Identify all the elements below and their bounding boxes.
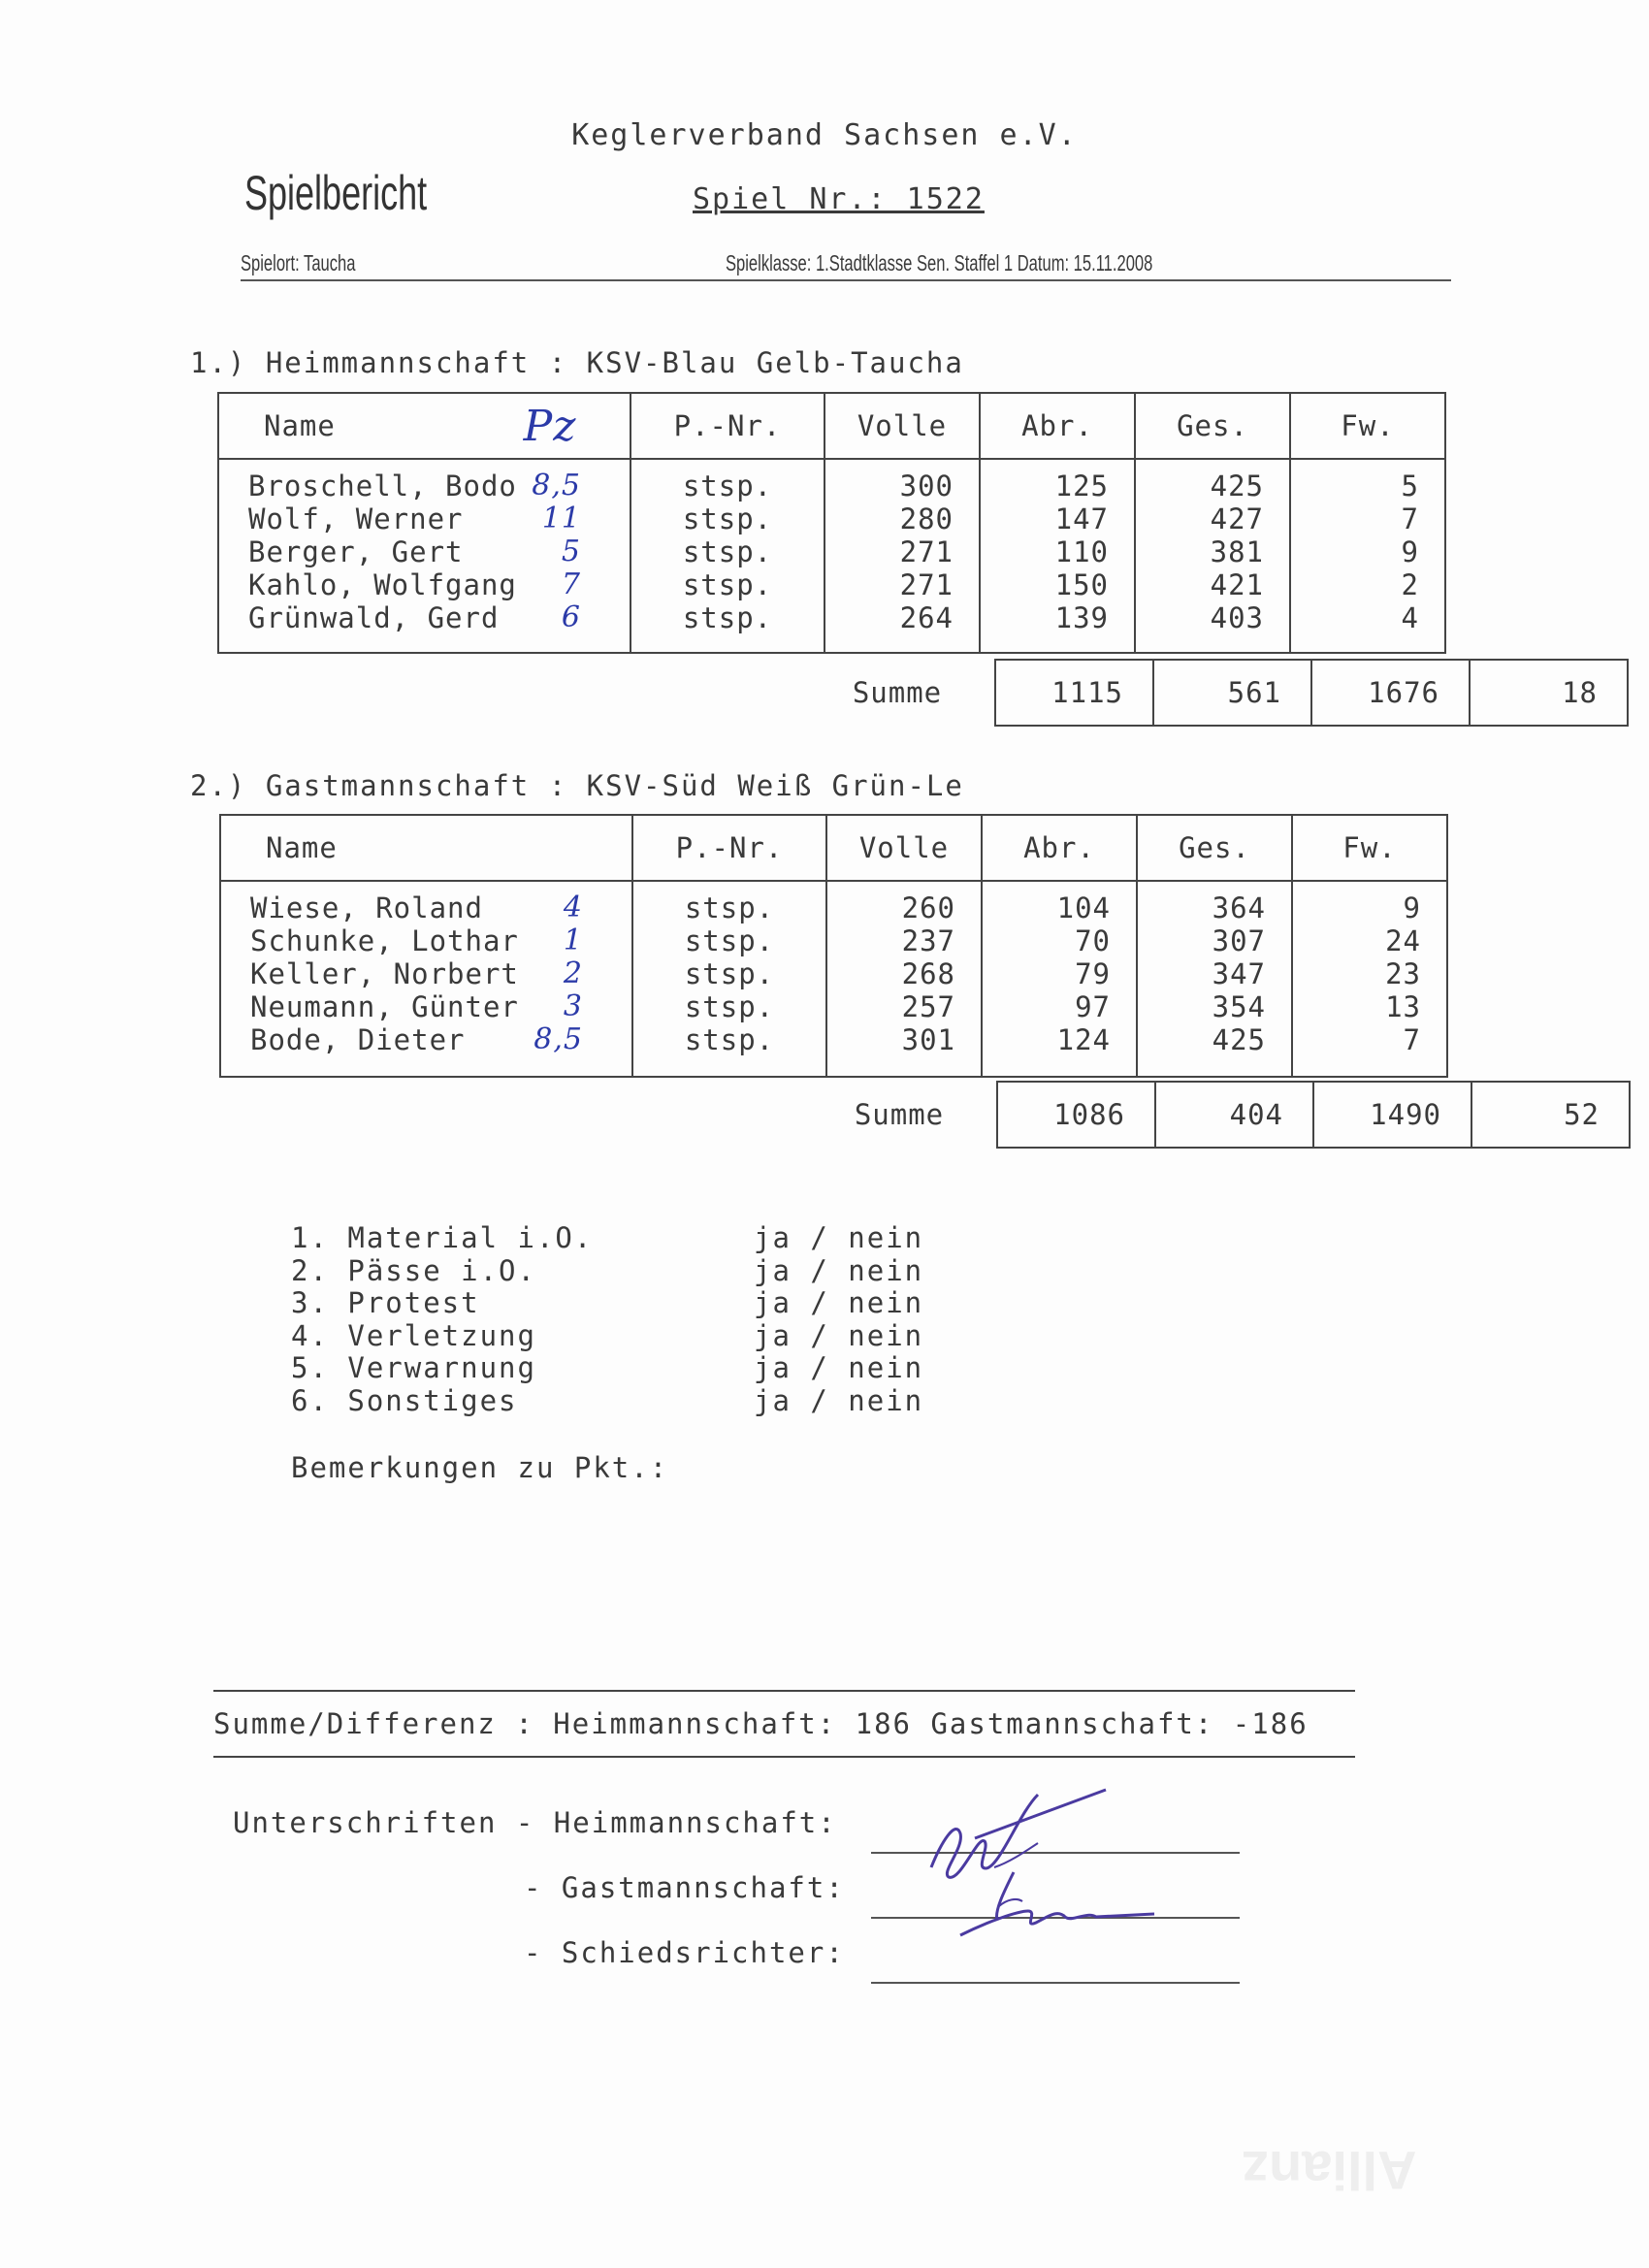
guest-ges-col bbox=[1137, 881, 1292, 1077]
checklist-label: 4. Verletzung bbox=[291, 1318, 536, 1352]
col-ges: Ges. bbox=[1137, 815, 1292, 881]
player-name: Grünwald, Gerd bbox=[248, 601, 500, 634]
guest-sum-ges: 1490 bbox=[1313, 1082, 1471, 1148]
handwritten-points: 3 bbox=[563, 989, 583, 1023]
yes-no-choice[interactable]: ja / nein bbox=[754, 1253, 924, 1287]
player-ges: 364 bbox=[1212, 891, 1266, 924]
player-volle: 260 bbox=[901, 891, 955, 924]
player-name: Broschell, Bodo bbox=[248, 470, 517, 502]
home-sum-volle: 1115 bbox=[995, 660, 1153, 726]
handwritten-points: 5 bbox=[561, 535, 581, 568]
yes-no-choice[interactable]: ja / nein bbox=[754, 1383, 924, 1417]
guest-team-heading: 2.) Gastmannschaft : KSV-Süd Weiß Grün-Le bbox=[190, 769, 964, 802]
player-volle: 257 bbox=[901, 990, 955, 1023]
player-name: Schunke, Lothar bbox=[250, 924, 519, 957]
home-abr-col bbox=[980, 459, 1135, 653]
col-fw: Fw. bbox=[1292, 815, 1447, 881]
player-fw: 9 bbox=[1403, 891, 1421, 924]
match-info-line bbox=[241, 250, 1451, 281]
checklist bbox=[291, 1222, 923, 1417]
player-name: Berger, Gert bbox=[248, 535, 464, 568]
player-volle: 280 bbox=[899, 502, 954, 535]
player-ges: 354 bbox=[1212, 990, 1266, 1023]
player-volle: 271 bbox=[899, 568, 954, 601]
handwritten-points: 4 bbox=[563, 891, 583, 924]
guest-score-table bbox=[219, 814, 1448, 1078]
checklist-label: 5. Verwarnung bbox=[291, 1351, 536, 1384]
home-sum-row bbox=[799, 659, 1629, 727]
player-name: Wiese, Roland bbox=[250, 891, 483, 924]
player-pnr: stsp. bbox=[684, 891, 775, 924]
yes-no-choice[interactable]: ja / nein bbox=[754, 1221, 924, 1254]
guest-players-body bbox=[220, 881, 1447, 1077]
handwritten-points: 11 bbox=[541, 502, 581, 535]
home-score-table bbox=[217, 392, 1446, 654]
guest-sum-volle: 1086 bbox=[997, 1082, 1155, 1148]
home-sum-abr: 561 bbox=[1153, 660, 1311, 726]
col-abr: Abr. bbox=[980, 393, 1135, 459]
player-ges: 307 bbox=[1212, 924, 1266, 957]
player-pnr: stsp. bbox=[684, 924, 775, 957]
signature-guest-label: - Gastmannschaft: bbox=[524, 1871, 845, 1904]
checklist-item bbox=[291, 1222, 923, 1255]
summary-difference: Summe/Differenz : Heimmannschaft: 186 Gastmannschaft: -186 bbox=[213, 1707, 1309, 1740]
handwritten-points: 1 bbox=[563, 923, 583, 957]
player-ges: 425 bbox=[1212, 1023, 1266, 1056]
player-name: Bode, Dieter bbox=[250, 1023, 466, 1056]
home-sum-ges: 1676 bbox=[1311, 660, 1470, 726]
player-abr: 125 bbox=[1054, 470, 1109, 502]
guest-sum-fw: 52 bbox=[1471, 1082, 1630, 1148]
signature-referee-line[interactable] bbox=[871, 1982, 1240, 1984]
player-fw: 9 bbox=[1401, 535, 1419, 568]
home-pz-col bbox=[519, 459, 630, 653]
signature-referee-label: - Schiedsrichter: bbox=[524, 1936, 845, 1969]
player-pnr: stsp. bbox=[682, 502, 773, 535]
checklist-item bbox=[291, 1385, 923, 1418]
handwritten-signatures bbox=[902, 1775, 1174, 1950]
col-volle: Volle bbox=[824, 393, 980, 459]
home-names-col bbox=[218, 459, 519, 653]
player-abr: 110 bbox=[1054, 535, 1109, 568]
player-volle: 264 bbox=[899, 601, 954, 634]
checklist-label: 6. Sonstiges bbox=[291, 1383, 518, 1417]
col-fw: Fw. bbox=[1290, 393, 1445, 459]
guest-pnr-col bbox=[632, 881, 826, 1077]
player-ges: 425 bbox=[1210, 470, 1264, 502]
summary-rule-top bbox=[213, 1690, 1355, 1692]
remarks-label: Bemerkungen zu Pkt.: bbox=[291, 1451, 669, 1484]
watermark-logo: Allianz bbox=[1242, 2140, 1417, 2201]
checklist-item bbox=[291, 1255, 923, 1288]
player-volle: 268 bbox=[901, 957, 955, 990]
checklist-label: 2. Pässe i.O. bbox=[291, 1253, 536, 1287]
signature-home-label: Unterschriften - Heimmannschaft: bbox=[233, 1806, 837, 1839]
player-abr: 124 bbox=[1056, 1023, 1111, 1056]
organization-name: Keglerverband Sachsen e.V. bbox=[571, 118, 1078, 152]
player-pnr: stsp. bbox=[684, 957, 775, 990]
guest-pz-col bbox=[521, 881, 632, 1077]
player-pnr: stsp. bbox=[682, 568, 773, 601]
player-name: Wolf, Werner bbox=[248, 502, 464, 535]
guest-table-header bbox=[220, 815, 1447, 881]
handwritten-points: 2 bbox=[563, 956, 583, 990]
handwritten-points: 6 bbox=[561, 600, 581, 634]
handwritten-points: 7 bbox=[561, 567, 581, 601]
player-abr: 147 bbox=[1054, 502, 1109, 535]
col-pz: Pz bbox=[519, 393, 630, 459]
player-fw: 13 bbox=[1385, 990, 1421, 1023]
player-fw: 24 bbox=[1385, 924, 1421, 957]
player-ges: 403 bbox=[1210, 601, 1264, 634]
checklist-item bbox=[291, 1287, 923, 1320]
report-title: Spielbericht bbox=[244, 166, 428, 220]
player-fw: 5 bbox=[1401, 470, 1419, 502]
guest-volle-col bbox=[826, 881, 982, 1077]
player-ges: 381 bbox=[1210, 535, 1264, 568]
player-volle: 271 bbox=[899, 535, 954, 568]
guest-fw-col bbox=[1292, 881, 1447, 1077]
player-abr: 79 bbox=[1075, 957, 1111, 990]
match-location: Spielort: Taucha bbox=[241, 250, 356, 275]
yes-no-choice[interactable]: ja / nein bbox=[754, 1351, 924, 1384]
player-fw: 2 bbox=[1401, 568, 1419, 601]
player-fw: 7 bbox=[1403, 1023, 1421, 1056]
col-ges: Ges. bbox=[1135, 393, 1290, 459]
guest-sum-abr: 404 bbox=[1155, 1082, 1313, 1148]
match-class-date: Spielklasse: 1.Stadtklasse Sen. Staffel 1 Datum: 15.11.2008 bbox=[726, 250, 1153, 275]
summary-rule-bottom bbox=[213, 1756, 1355, 1758]
player-volle: 301 bbox=[901, 1023, 955, 1056]
checklist-item bbox=[291, 1352, 923, 1385]
player-name: Kahlo, Wolfgang bbox=[248, 568, 517, 601]
player-abr: 150 bbox=[1054, 568, 1109, 601]
player-pnr: stsp. bbox=[684, 990, 775, 1023]
guest-names-col bbox=[220, 881, 521, 1077]
player-name: Neumann, Günter bbox=[250, 990, 519, 1023]
player-fw: 7 bbox=[1401, 502, 1419, 535]
home-fw-col bbox=[1290, 459, 1445, 653]
home-pnr-col bbox=[630, 459, 824, 653]
player-ges: 421 bbox=[1210, 568, 1264, 601]
home-table-header bbox=[218, 393, 1445, 459]
player-volle: 300 bbox=[899, 470, 954, 502]
guest-sum-row bbox=[801, 1081, 1631, 1149]
player-abr: 70 bbox=[1075, 924, 1111, 957]
home-players-body bbox=[218, 459, 1445, 653]
col-pz-empty bbox=[521, 815, 632, 881]
player-abr: 139 bbox=[1054, 601, 1109, 634]
player-name: Keller, Norbert bbox=[250, 957, 519, 990]
player-pnr: stsp. bbox=[682, 470, 773, 502]
player-volle: 237 bbox=[901, 924, 955, 957]
col-volle: Volle bbox=[826, 815, 982, 881]
game-number: Spiel Nr.: 1522 bbox=[693, 182, 985, 216]
home-sum-fw: 18 bbox=[1470, 660, 1628, 726]
home-sum-label: Summe bbox=[852, 676, 943, 709]
checklist-label: 1. Material i.O. bbox=[291, 1221, 594, 1254]
player-pnr: stsp. bbox=[682, 535, 773, 568]
col-name: Name bbox=[220, 815, 521, 881]
col-pnr: P.-Nr. bbox=[630, 393, 824, 459]
col-pnr: P.-Nr. bbox=[632, 815, 826, 881]
player-ges: 347 bbox=[1212, 957, 1266, 990]
yes-no-choice[interactable]: ja / nein bbox=[754, 1286, 924, 1319]
checklist-label: 3. Protest bbox=[291, 1286, 480, 1319]
player-ges: 427 bbox=[1210, 502, 1264, 535]
col-abr: Abr. bbox=[982, 815, 1137, 881]
guest-sum-label: Summe bbox=[854, 1098, 945, 1131]
player-pnr: stsp. bbox=[684, 1023, 775, 1056]
player-fw: 4 bbox=[1401, 601, 1419, 634]
player-pnr: stsp. bbox=[682, 601, 773, 634]
player-abr: 104 bbox=[1056, 891, 1111, 924]
checklist-item bbox=[291, 1320, 923, 1353]
handwritten-points: 8,5 bbox=[534, 1022, 583, 1056]
player-abr: 97 bbox=[1075, 990, 1111, 1023]
guest-abr-col bbox=[982, 881, 1137, 1077]
home-team-heading: 1.) Heimmannschaft : KSV-Blau Gelb-Taucha bbox=[190, 346, 964, 379]
handwritten-points: 8,5 bbox=[532, 469, 581, 502]
home-volle-col bbox=[824, 459, 980, 653]
yes-no-choice[interactable]: ja / nein bbox=[754, 1318, 924, 1352]
player-fw: 23 bbox=[1385, 957, 1421, 990]
home-ges-col bbox=[1135, 459, 1290, 653]
col-name: Name bbox=[218, 393, 519, 459]
